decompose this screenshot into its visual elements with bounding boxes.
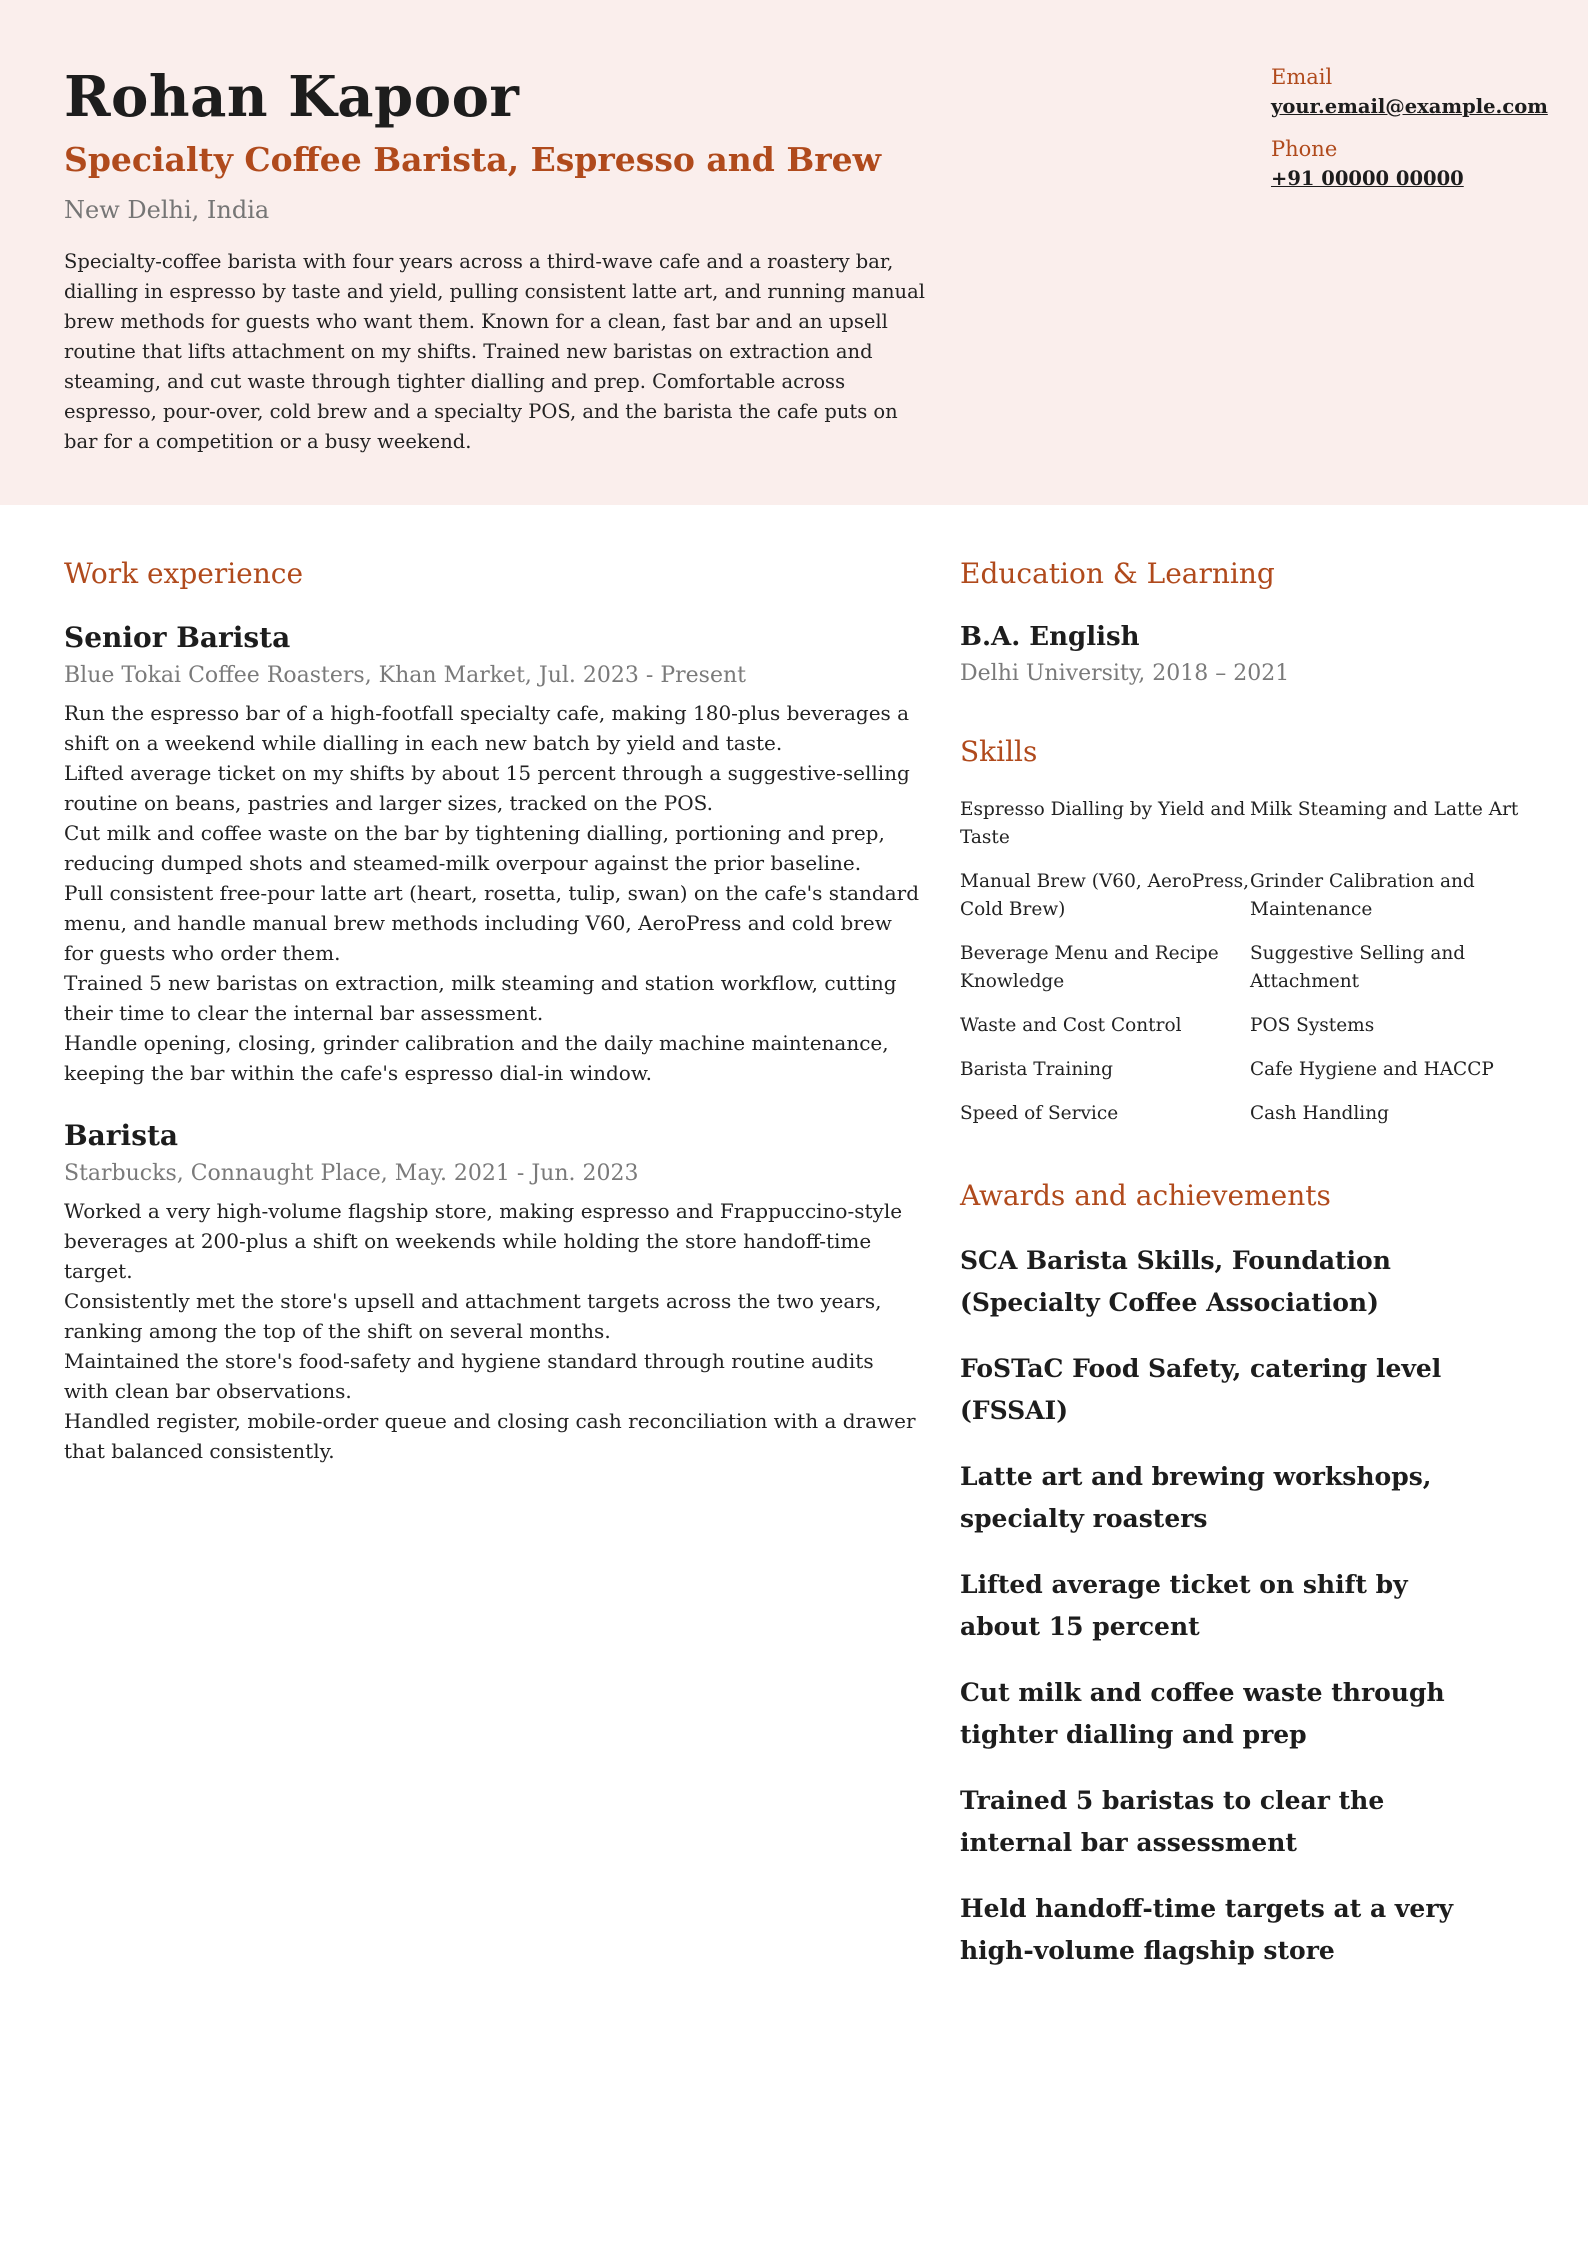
job-description [64,1196,924,1466]
job-entry [64,1116,924,1466]
job-line: Trained 5 new baristas on extraction, milk steaming and station workflow, cutting their time to clear the internal bar assessment. [64,971,897,1025]
job-line: Pull consistent free-pour latte art (heart, rosetta, tulip, swan) on the cafe's standard menu, and handle manual brew methods including V60, AeroPress and cold brew for guests who order them. [64,881,919,965]
job-line: Lifted average ticket on my shifts by about 15 percent through a suggestive-selling routine on beans, pastries and larger sizes, tracked on the POS. [64,761,910,815]
job-line: Run the espresso bar of a high-footfall specialty cafe, making 180-plus beverages a shift on a weekend while dialling in each new batch by yield and taste. [64,701,910,755]
email-label: Email [1271,65,1333,89]
job-line: Consistently met the store's upsell and attachment targets across the two years, ranking among the top of the shift on several months. [64,1289,882,1343]
contact-block [1271,62,1548,206]
right-column [960,550,1550,1996]
job-line: Handled register, mobile-order queue and closing cash reconciliation with a drawer that balanced consistently. [64,1409,916,1463]
job-title: Barista [64,1119,179,1152]
phone-link[interactable]: +91 00000 00000 [1271,167,1464,190]
candidate-name: Rohan Kapoor [64,64,520,130]
skill-item: Waste and Cost Control [960,1015,1182,1036]
skill-item: Beverage Menu and Recipe Knowledge [960,943,1219,992]
award-item: Trained 5 baristas to clear the internal bar assessment [960,1786,1385,1857]
award-item: Cut milk and coffee waste through tighter dialling and prep [960,1678,1445,1749]
job-line: Maintained the store's food-safety and hygiene standard through routine audits with clean bar observations. [64,1349,874,1403]
skills-grid [960,796,1550,1128]
education-heading: Education & Learning [960,557,1275,590]
left-column [64,550,924,1494]
skill-item: POS Systems [1250,1015,1375,1036]
skill-item: Espresso Dialling by Yield and Taste [960,799,1246,848]
job-line: Worked a very high-volume flagship store, making espresso and Frappuccino-style beverages at 200-plus a shift on weekends while holding the store handoff-time target. [64,1199,903,1283]
skills-heading: Skills [960,735,1038,768]
skill-item: Suggestive Selling and Attachment [1250,943,1466,992]
job-line: Cut milk and coffee waste on the bar by tightening dialling, portioning and prep, reducing dumped shots and steamed-milk overpour against the prior baseline. [64,821,885,875]
location: New Delhi, India [64,196,270,224]
skill-item: Cafe Hygiene and HACCP [1250,1059,1494,1080]
job-line: Handle opening, closing, grinder calibration and the daily machine maintenance, keeping the bar within the cafe's espresso dial-in window. [64,1031,889,1085]
job-meta: Blue Tokai Coffee Roasters, Khan Market, Jul. 2023 - Present [64,663,746,688]
phone-label: Phone [1271,137,1338,161]
skill-item: Speed of Service [960,1103,1119,1124]
skill-item: Cash Handling [1250,1103,1389,1124]
job-description [64,698,924,1088]
award-item: Held handoff-time targets at a very high-volume flagship store [960,1894,1454,1965]
award-item: Lifted average ticket on shift by about 15 percent [960,1570,1408,1641]
school: Delhi University, 2018 – 2021 [960,661,1290,686]
header-band [0,0,1588,505]
award-item: FoSTaC Food Safety, catering level (FSSAI) [960,1354,1442,1425]
awards-list [960,1240,1550,1972]
award-item: Latte art and brewing workshops, specialty roasters [960,1462,1432,1533]
job-meta: Starbucks, Connaught Place, May. 2021 - Jun. 2023 [64,1161,639,1186]
skill-item: Manual Brew (V60, AeroPress, Cold Brew) [960,871,1250,920]
skill-item: Barista Training [960,1059,1113,1080]
job-entry [64,618,924,1088]
work-experience-heading: Work experience [64,557,304,590]
summary: Specialty-coffee barista with four years across a third-wave cafe and a roastery bar, dialling in espresso by taste and yield, pulling consistent latte art, and running manual brew methods for guests who want them. Known for a clean, fast bar and an upsell routine that lifts attachment on my shifts. Trained new baristas on extraction and steaming, and cut waste through tighter dialling and prep. Comfortable across espresso, pour-over, cold brew and a specialty POS, and the barista the cafe puts on bar for a competition or a busy weekend. [64,250,925,453]
skill-item: Grinder Calibration and Maintenance [1250,871,1475,920]
degree: B.A. English [960,622,1140,652]
job-title-headline: Specialty Coffee Barista, Espresso and Brew [64,140,882,179]
awards-heading: Awards and achievements [960,1179,1331,1212]
job-title: Senior Barista [64,621,291,654]
skill-item: Milk Steaming and Latte Art [1250,799,1519,820]
email-link[interactable]: your.email@example.com [1271,95,1548,118]
award-item: SCA Barista Skills, Foundation (Specialty Coffee Association) [960,1246,1391,1317]
